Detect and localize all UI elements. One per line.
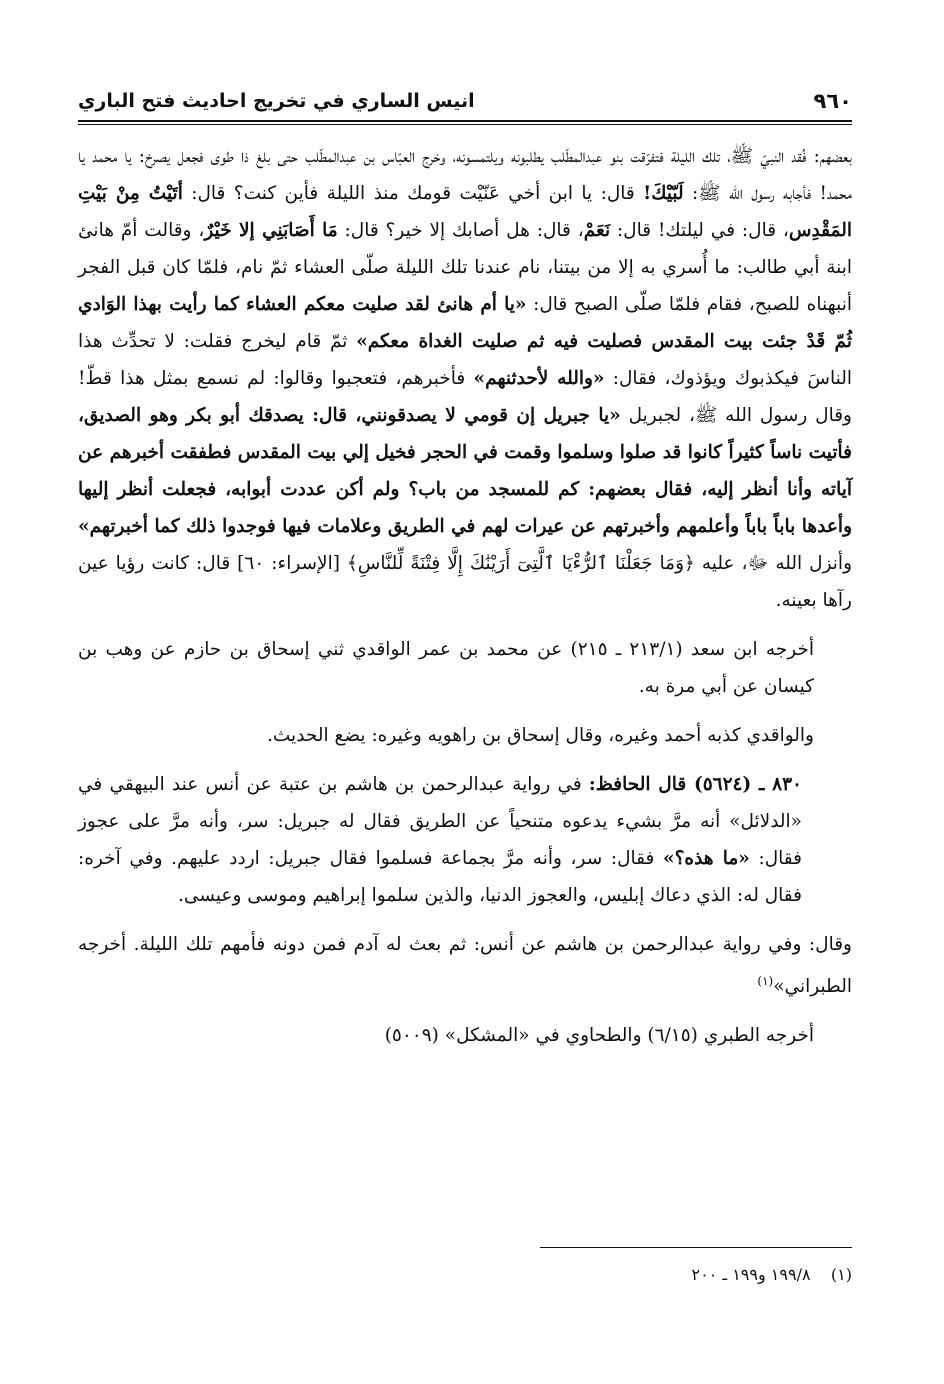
page-body [78, 138, 852, 1054]
text-segment: وأنزل الله ﷻ، عليه ﴿وَمَا جَعَلْنَا ٱلرُّءْيَا ٱلَّتِىٓ أَرَيْنَٰكَ إِلَّا فِتْنَةً لِّلنَّاسِ﴾ [الإسراء: ٦٠] قال: كانت رؤيا عين رآها بعينه. [78, 553, 852, 611]
text-segment: أخرجه الطبري (٦/١٥) والطحاوي في «المشكل» (٥٠٠٩) [384, 1025, 814, 1047]
text-segment: ٨٣٠ ـ (٥٦٢٤) قال الحافظ: [588, 774, 802, 795]
text-segment: في رواية عبدالرحمن بن هاشم بن عتبة عن أنس عند البيهقي في «الدلائل» أنه مرَّ بشيء يدعوه متنحياً عن الطريق فقال له جبريل: سر، وأنه مرَّ على عجوز فقال: [78, 774, 802, 869]
text-segment: والواقدي كذبه أحمد وغيره، وقال إسحاق بن راهويه وغيره: يضع الحديث. [267, 725, 814, 746]
text-segment: فقال: سر، وأنه مرَّ بجماعة فسلموا فقال جبريل: اردد عليهم. وفي آخره: فقال له: الذي دعاك إبليس، والعجوز الدنيا، والذين سلموا إبراهيم وموسى وعيسى. [78, 848, 802, 906]
footnote-text: ١٩٩/٨ و١٩٩ ـ ٢٠٠ [691, 1265, 811, 1284]
text-segment: أخرجه ابن سعد (٢١٣/١ ـ ٢١٥) عن محمد بن عمر الواقدي ثني إسحاق بن حازم عن وهب بن كيسان عن أبي مرة به. [78, 639, 814, 697]
footnote-rule [540, 1247, 852, 1248]
text-segment: «ما هذه؟» [663, 848, 750, 869]
book-title: انيس الساري في تخريج احاديث فتح الباري [78, 90, 475, 112]
text-segment: «والله لأحدثنهم» [473, 368, 605, 389]
paragraph-hadith-narration [78, 138, 852, 619]
text-segment: ، وقالت أمّ هانئ ابنة أبي طالب: ما أُسري به إلا من بيتنا، نام عندنا تلك الليلة صلّى العشاء ثمّ نام، فلمّا كان قبل الفجر أنبهناه للصبح، فقام فلمّا صلّى الصبح قال: [78, 220, 852, 315]
text-segment: أتَيْتُ مِنْ بَيْتِ المَقْدِس [78, 183, 852, 241]
paragraph-entry-830 [78, 766, 852, 914]
footnote-reference: (١) [757, 974, 774, 988]
header-rule [78, 120, 852, 122]
text-segment: ، قال: في ليلتك! قال: [610, 220, 789, 241]
header-rule-thin [78, 124, 852, 125]
running-header [78, 84, 852, 118]
text-segment: نَعَمْ [583, 220, 611, 241]
text-segment: «يا جبريل إن قومي لا يصدقونني، قال: يصدقك أبو بكر وهو الصديق، فأتيت ناساً كثيراً كانوا قد صلوا وسلموا وقمت في الحجر فخيل إلي بيت المقدس فطفقت أخبرهم عن آياته وأنا أنظر إليه، فقال بعضهم: كم للمسجد من باب؟ ولم أكن عددت أبوابه، فجعلت أنظر إليها وأعدها باباً باباً وأعلمهم وأخبرتهم عن عيرات لهم في الطريق وعلامات فيها فوجدوا ذلك كما أخبرتهم» [78, 405, 852, 537]
text-segment: «يا أم هانئ لقد صليت معكم العشاء كما رأيت بهذا الوَادي ثُمّ قَدْ جئت بيت المقدس فصليت فيه ثم صليت الغداة معكم» [78, 294, 852, 352]
text-segment: لَبّيْكَ! [643, 183, 684, 204]
footnote [78, 1262, 852, 1288]
footnote-marker: (١) [830, 1265, 852, 1284]
paragraph-waqidi-note [78, 717, 852, 754]
paragraph-tabari-tahawi [78, 1017, 852, 1054]
text-segment: وقال: وفي رواية عبدالرحمن بن هاشم عن أنس: ثم بعث له آدم فمن دونه فأمهم تلك الليلة. أخرجه الطبراني» [78, 934, 852, 998]
text-segment: ثمّ قام ليخرج فقلت: لا تحدِّث هذا الناسَ فيكذبوك ويؤذوك، فقال: [78, 331, 852, 389]
paragraph-takhrij-ibn-saad [78, 631, 852, 705]
page-number: ٩٦٠ [813, 89, 852, 113]
text-segment: مَا أَصَابَنِي إلا خَيْرٌ [204, 220, 338, 241]
paragraph-tabarani [78, 926, 852, 1005]
text-segment: قال: يا ابن أخي عَنّيْت قومك منذ الليلة فأين كنت؟ قال: [182, 183, 644, 204]
text-segment: فأخبرهم، فتعجبوا وقالوا: لم نسمع بمثل هذا قطّ! وقال رسول الله ﷺ، لجبريل [78, 368, 852, 426]
text-segment: بعضهم: فُقد النبيّ ﷺ، تلك الليلة فتفرّقت بنو عبدالمطّلب يطلبونه ويلتمسونه، وخرج العبّاس بن عبدالمطّلب حتى بلغ ذا طوى فجعل يصرخ: يا محمد يا محمد! فأجابه رسول الله ﷺ: [78, 146, 852, 204]
text-segment: ، قال: هل أصابك إلا خير؟ قال: [337, 220, 584, 241]
